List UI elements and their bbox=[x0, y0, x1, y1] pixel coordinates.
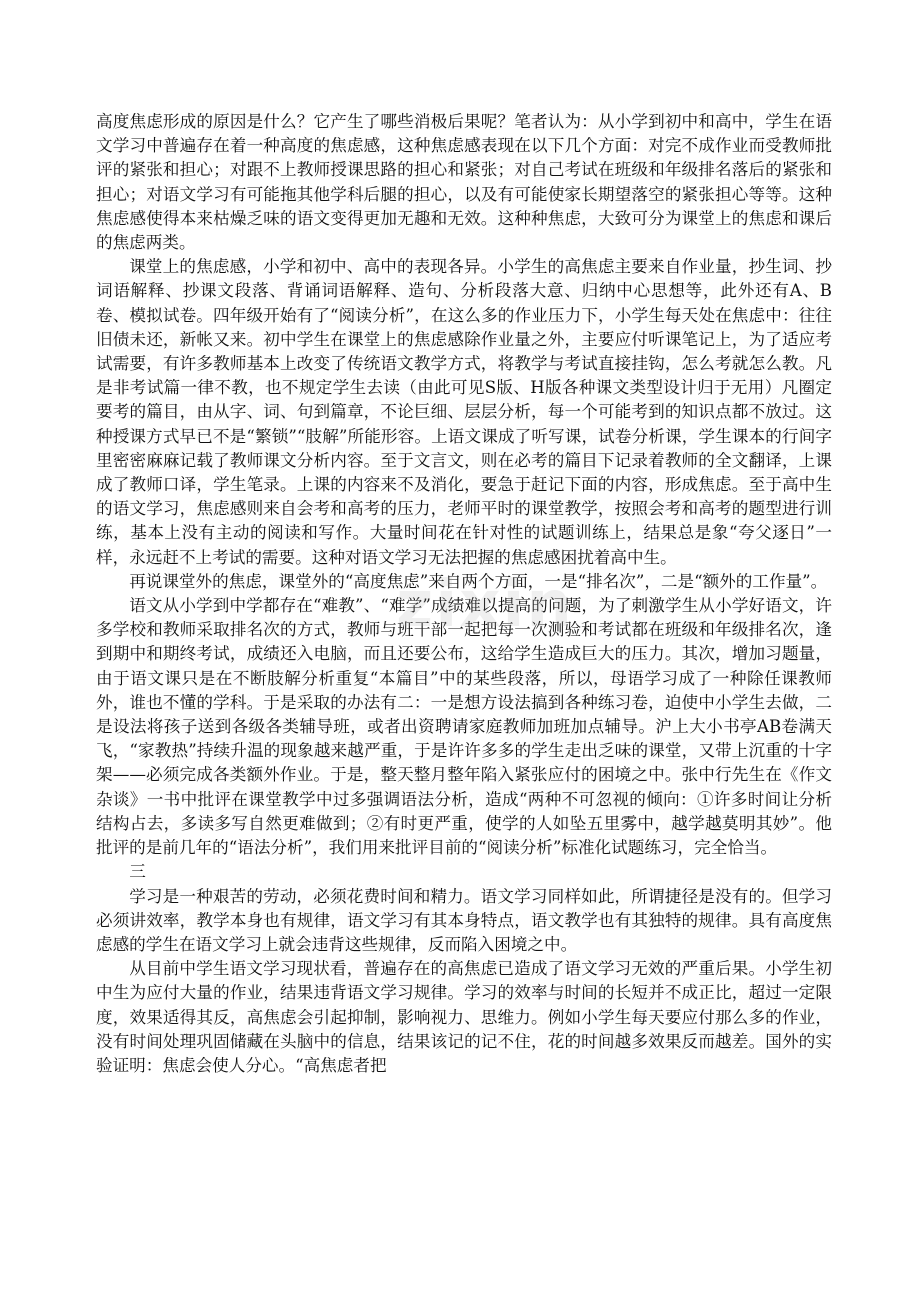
paragraph-causes: 高度焦虑形成的原因是什么？它产生了哪些消极后果呢？笔者认为：从小学到初中和高中，学生在语文学习中普遍存在着一种高度的焦虑感，这种焦虑感表现在以下几个方面：对完不成作业而受教师批评的紧张和担心；对跟不上教师授课思路的担心和紧张；对自己考试在班级和年级排名落后的紧张和担心；对语文学习有可能拖其他学科后腿的担心，以及有可能使家长期望落空的紧张担心等等。这种焦虑感使得本来枯燥乏味的语文变得更加无趣和无效。这种种焦虑，大致可分为课堂上的焦虑和课后的焦虑两类。 bbox=[96, 112, 832, 253]
document-body bbox=[96, 110, 832, 1078]
paragraph-learning-rules: 学习是一种艰苦的劳动，必须花费时间和精力。语文学习同样如此，所谓捷径是没有的。但学习必须讲效率，教学本身也有规律，语文学习有其本身特点，语文教学也有其独特的规律。具有高度焦虑感的学生在语文学习上就会违背这些规律，反而陷入困境之中。 bbox=[96, 886, 832, 954]
paragraph-ranking: 语文从小学到中学都存在“难教”、“难学”成绩难以提高的问题，为了刺激学生从小学好语文，许多学校和教师采取排名次的方式，教师与班干部一起把每一次测验和考试都在班级和年级排名次，逢到期中和期终考试，成绩还入电脑，而且还要公布，这给学生造成巨大的压力。其次，增加习题量，由于语文课只是在不断肢解分析重复“本篇目”中的某些段落，所以，母语学习成了一种除任课教师外，谁也不懂的学科。于是采取的办法有二：一是想方设法搞到各种练习卷，迫使中小学生去做，二是设法将孩子送到各级各类辅导班，或者出资聘请家庭教师加班加点辅导。沪上大小书亭AB卷满天飞，“家教热”持续升温的现象越来越严重，于是许许多多的学生走出乏味的课堂，又带上沉重的十字架——必须完成各类额外作业。于是，整天整月整年陷入紧张应付的困境之中。张中行先生在《作文杂谈》一书中批评在课堂教学中过多强调语法分析，造成“两种不可忽视的倾向：①许多时间让分析结构占去，多读多写自然更难做到；②有时更严重，使学的人如坠五里雾中，越学越莫明其妙”。他批评的是前几年的“语法分析”，我们用来批评目前的“阅读分析”标准化试题练习，完全恰当。 bbox=[96, 596, 832, 858]
paragraph-current-status: 从目前中学生语文学习现状看，普遍存在的高焦虑已造成了语文学习无效的严重后果。小学生初中生为应付大量的作业，结果违背语文学习规律。学习的效率与时间的长短并不成正比，超过一定限度，效果适得其反，高焦虑会引起抑制，影响视力、思维力。例如小学生每天要应付那么多的作业，没有时间处理巩固储藏在头脑中的信息，结果该记的记不住，花的时间越多效果反而越差。国外的实验证明：焦虑会使人分心。“高焦虑者把 bbox=[96, 959, 832, 1075]
section-heading-three: 三 bbox=[129, 862, 146, 882]
watermark: zixin bbox=[396, 568, 574, 642]
paragraph-outside-anxiety: 再说课堂外的焦虑，课堂外的“高度焦虑”来自两个方面，一是“排名次”，二是“额外的工作量”。 bbox=[129, 571, 828, 591]
paragraph-classroom-anxiety: 课堂上的焦虑感，小学和初中、高中的表现各异。小学生的高焦虑主要来自作业量，抄生词、抄词语解释、抄课文段落、背诵词语解释、造句、分析段落大意、归纳中心思想等，此外还有A、B卷、模拟试卷。四年级开始有了“阅读分析”，在这么多的作业压力下，小学生每天处在焦虑中：往往旧债未还，新帐又来。初中学生在课堂上的焦虑感除作业量之外，主要应付听课笔记上，为了适应考试需要，有许多教师基本上改变了传统语文教学方式，将教学与考试直接挂钩，怎么考就怎么教。凡是非考试篇一律不教，也不规定学生去读（由此可见S版、H版各种课文类型设计归于无用）凡圈定要考的篇目，由从字、词、句到篇章，不论巨细、层层分析，每一个可能考到的知识点都不放过。这种授课方式早已不是“繁锁”“肢解”所能形容。上语文课成了听写课，试卷分析课，学生课本的行间字里密密麻麻记载了教师课文分析内容。至于文言文，则在必考的篇目下记录着教师的全文翻译，上课成了教师口译，学生笔录。上课的内容来不及消化，要急于赶记下面的内容，形成焦虑。至于高中生的语文学习，焦虑感则来自会考和高考的压力，老师平时的课堂教学，按照会考和高考的题型进行训练，基本上没有主动的阅读和写作。大量时间花在针对性的试题训练上，结果总是象“夸父逐日”一样，永远赶不上考试的需要。这种对语文学习无法把握的焦虑感困扰着高中生。 bbox=[96, 257, 832, 567]
